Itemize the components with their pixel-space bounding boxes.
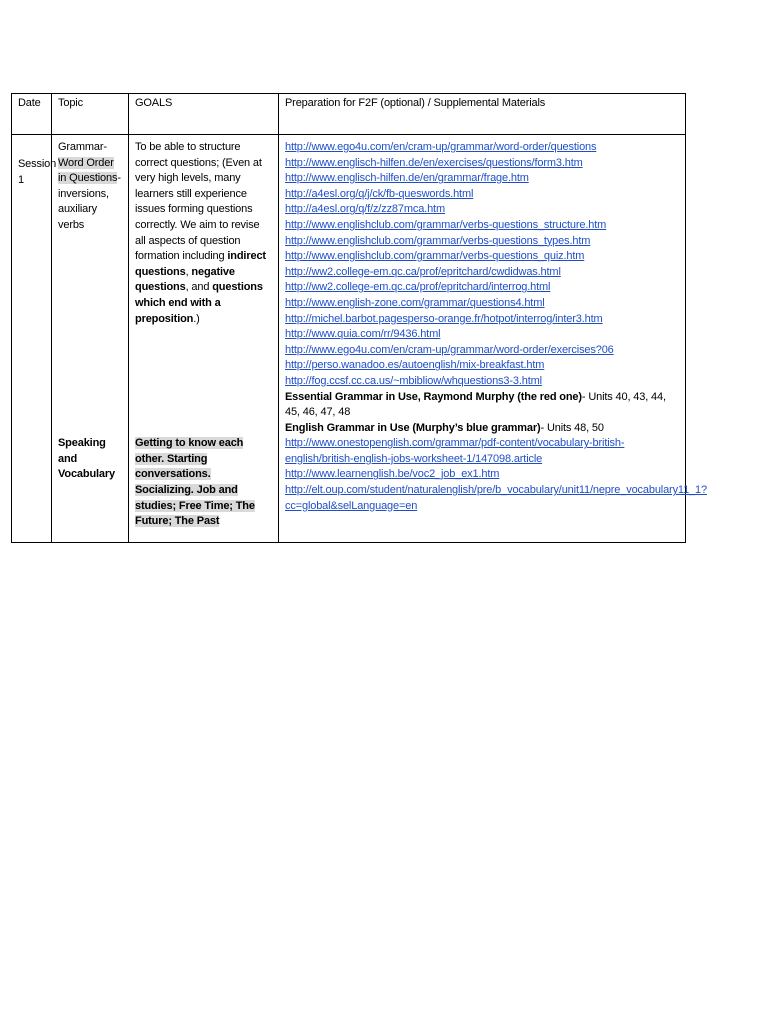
link-a4esl-zz87mca[interactable]: http://a4esl.org/q/f/z/zz87mca.htm	[285, 203, 445, 216]
header-topic: Topic	[52, 94, 129, 135]
link-ccsf-whquestions[interactable]: http://fog.ccsf.cc.ca.us/~mbibliow/whquestions3-3.html	[285, 374, 542, 387]
link-englishclub-structure[interactable]: http://www.englishclub.com/grammar/verbs-questions_structure.htm	[285, 218, 607, 231]
session-date-cell-empty	[12, 436, 52, 543]
topic-cell	[52, 436, 129, 543]
session-table	[11, 93, 707, 543]
goals-speaking: Getting to know each other. Starting conversations. Socializing. Job and studies; Free Time; The Future; The Past	[135, 437, 255, 528]
link-michel-barbot-inter3[interactable]: http://michel.barbot.pagesperso-orange.fr/hotpot/interrog/inter3.htm	[285, 312, 603, 325]
header-goals: GOALS	[129, 94, 279, 135]
goals-bold-indirect: indirect questions	[135, 250, 266, 278]
goals-text-1: To be able to structure correct questions; (Even at very high levels, many learners still experience issues forming questions correctly. We aim to revise all aspects of question formation including	[135, 141, 262, 263]
link-englishclub-quiz[interactable]: http://www.englishclub.com/grammar/verbs-questions_quiz.htm	[285, 250, 585, 263]
link-englishclub-types[interactable]: http://www.englishclub.com/grammar/verbs-questions_types.htm	[285, 234, 591, 247]
link-quia-9436[interactable]: http://www.quia.com/rr/9436.html	[285, 328, 441, 341]
table-row	[12, 135, 686, 437]
topic-highlight: Word Order in Questions	[58, 156, 118, 185]
session-date-cell	[12, 135, 57, 437]
session-label: Session 1	[18, 158, 57, 186]
topic-cell	[52, 135, 129, 437]
link-wanadoo-mix-breakfast[interactable]: http://perso.wanadoo.es/autoenglish/mix-breakfast.htm	[285, 359, 545, 372]
book-english-grammar-paren: (Murphy’s blue grammar)	[409, 421, 541, 434]
book-english-grammar-title: English Grammar in Use	[285, 421, 410, 434]
link-college-em-interrog[interactable]: http://ww2.college-em.qc.ca/prof/epritchard/interrog.html	[285, 281, 551, 294]
link-english-zone-questions4[interactable]: http://www.english-zone.com/grammar/questions4.html	[285, 296, 545, 309]
materials-cell	[279, 135, 686, 437]
link-college-em-cwdidwas[interactable]: http://ww2.college-em.qc.ca/prof/epritchard/cwdidwas.html	[285, 265, 561, 278]
header-date: Date	[12, 94, 52, 135]
goals-bold-preposition: questions which end with a preposition	[135, 281, 263, 325]
goals-text-4: .)	[193, 312, 200, 325]
topic-speaking-vocabulary: Speaking and Vocabulary	[58, 437, 115, 481]
link-oup-natural-english[interactable]: http://elt.oup.com/student/naturalenglish/pre/b_vocabulary/unit11/nepre_vocabulary11_1?cc=global&selLanguage=en	[285, 484, 707, 512]
goals-text-3: , and	[185, 281, 213, 294]
book-essential-grammar-units: - Units 40, 43, 44, 45, 46, 47, 48	[285, 390, 666, 419]
link-englisch-hilfen-frage[interactable]: http://www.englisch-hilfen.de/en/grammar/frage.htm	[285, 172, 529, 185]
table-row	[12, 436, 686, 543]
materials-cell	[279, 436, 707, 543]
link-ego4u-exercises[interactable]: http://www.ego4u.com/en/cram-up/grammar/word-order/exercises?06	[285, 343, 614, 356]
book-essential-grammar-title: Essential Grammar in Use, Raymond Murphy (the red one)	[285, 390, 582, 403]
topic-prefix: Grammar-	[58, 141, 107, 153]
header-row	[12, 94, 686, 135]
goals-bold-negative: negative questions	[135, 265, 235, 294]
book-english-grammar-units: - Units 48, 50	[540, 421, 604, 434]
link-a4esl-queswords[interactable]: http://a4esl.org/q/j/ck/fb-queswords.html	[285, 187, 474, 200]
link-learnenglish-job[interactable]: http://www.learnenglish.be/voc2_job_ex1.htm	[285, 468, 500, 481]
header-materials: Preparation for F2F (optional) / Supplemental Materials	[279, 94, 686, 135]
book-essential-grammar	[285, 390, 679, 421]
goals-cell	[129, 135, 279, 437]
link-englisch-hilfen-form3[interactable]: http://www.englisch-hilfen.de/en/exercises/questions/form3.htm	[285, 156, 583, 169]
topic-suffix: - inversions, auxiliary verbs	[58, 172, 121, 231]
link-ego4u-word-order[interactable]: http://www.ego4u.com/en/cram-up/grammar/word-order/questions	[285, 141, 597, 153]
link-onestopenglish-jobs[interactable]: http://www.onestopenglish.com/grammar/pdf-content/vocabulary-british-english/british-english-jobs-worksheet-1/147098.article	[285, 437, 625, 465]
goals-cell	[129, 436, 279, 543]
book-english-grammar	[285, 421, 679, 437]
goals-text-2: ,	[185, 265, 192, 278]
